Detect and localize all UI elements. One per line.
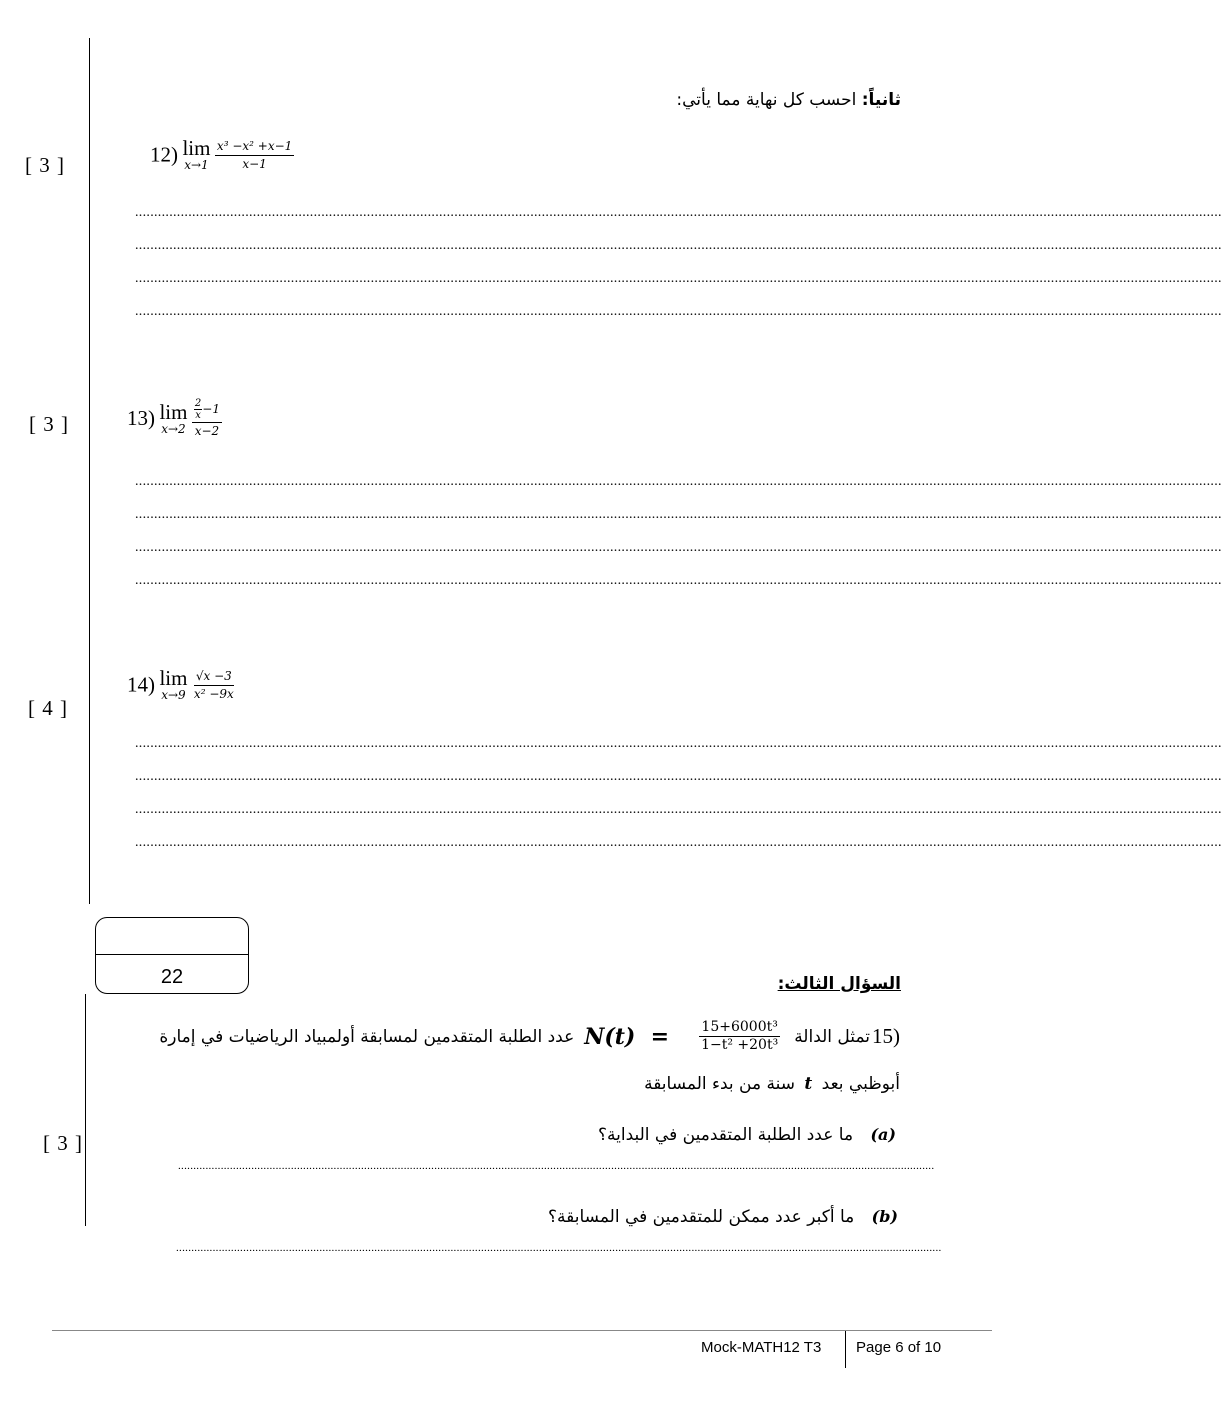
score-box-divider xyxy=(96,954,248,955)
q12-number: 12) xyxy=(150,142,178,167)
answer-line[interactable]: .............................................................................................................................................................................................................................................................................................. xyxy=(135,769,1222,784)
q12-expression xyxy=(150,138,294,172)
q15-frac-den: 1−t² +20t³ xyxy=(701,1037,779,1053)
q14-fraction xyxy=(192,669,236,702)
q15-line2-a: أبوظبي بعد xyxy=(821,1074,900,1094)
answer-line[interactable]: .............................................................................................................................................................................................................................................................................................. xyxy=(135,540,1222,555)
footer-rule xyxy=(52,1330,992,1331)
q15-part-b xyxy=(548,1207,898,1227)
q12-denominator: x−1 xyxy=(242,156,267,171)
q15-function-lhs: N(t) = xyxy=(584,1023,670,1050)
q15-fraction xyxy=(699,1020,780,1053)
answer-line[interactable]: .............................................................................................................................................................................................................................................................................................. xyxy=(135,573,1222,588)
q12-numerator: x³ −x² +x−1 xyxy=(215,139,294,156)
q13-expression xyxy=(127,398,222,439)
q14-expression xyxy=(127,668,236,702)
answer-line[interactable]: .............................................................................................................................................................................................................................................................................................. xyxy=(135,271,1222,286)
q13-fraction xyxy=(192,398,222,439)
q15-intro: تمثل الدالة xyxy=(794,1026,870,1047)
section-two-heading xyxy=(676,90,901,110)
answer-line[interactable]: .............................................................................................................................................................................................................................................................................................. xyxy=(135,304,1222,319)
q15-line2-t: t xyxy=(804,1074,813,1094)
q12-lim-word: lim xyxy=(182,136,211,160)
section-two-instruction: احسب كل نهاية مما يأتي: xyxy=(676,90,862,110)
q14-number: 14) xyxy=(127,672,155,697)
q14-limit xyxy=(159,668,187,702)
q13-denominator: x−2 xyxy=(194,424,220,438)
q15-frac-num: 15+6000t³ xyxy=(701,1019,778,1035)
answer-line[interactable]: .............................................................................................................................................................................................................................................................................................. xyxy=(135,474,1222,489)
answer-line[interactable]: ........................................................................................................................................................................................................................................................... xyxy=(176,1242,942,1254)
q14-lim-sub: x→9 xyxy=(161,688,186,702)
q14-denominator: x² −9x xyxy=(193,686,234,701)
q13-lim-sub: x→2 xyxy=(161,421,186,436)
answer-line[interactable]: .............................................................................................................................................................................................................................................................................................. xyxy=(135,802,1222,817)
section-three-heading: السؤال الثالث: xyxy=(777,974,901,994)
q15-line2-b: سنة من بدء المسابقة xyxy=(644,1074,795,1094)
q15-statement-line1 xyxy=(159,1020,900,1053)
q13-numerator xyxy=(192,398,222,423)
answer-line[interactable]: .............................................................................................................................................................................................................................................................................................. xyxy=(135,835,1222,850)
q13-lim-word: lim xyxy=(159,399,188,424)
q12-limit xyxy=(182,138,210,172)
q12-marks: [ 3 ] xyxy=(25,153,65,177)
answer-line[interactable]: ........................................................................................................................................................................................................................................................ xyxy=(178,1160,935,1172)
q15-function xyxy=(584,1020,780,1053)
q15-statement-line2 xyxy=(644,1074,900,1094)
answer-line[interactable]: .............................................................................................................................................................................................................................................................................................. xyxy=(135,507,1222,522)
q14-marks: [ 4 ] xyxy=(28,696,68,720)
answer-line[interactable]: .............................................................................................................................................................................................................................................................................................. xyxy=(135,238,1222,253)
score-box xyxy=(95,917,249,994)
q12-lim-sub: x→1 xyxy=(184,158,209,172)
section-two-label: ثانياً: xyxy=(861,90,901,110)
q14-numerator: √x −3 xyxy=(194,669,234,686)
footer-separator xyxy=(845,1331,846,1368)
margin-line-lower xyxy=(85,994,86,1226)
q12-fraction xyxy=(215,139,294,172)
q15-marks: [ 3 ] xyxy=(43,1131,83,1155)
q14-lim-word: lim xyxy=(159,666,188,690)
q15-part-a xyxy=(598,1125,896,1145)
q15-number: 15) xyxy=(872,1024,900,1048)
q15-part-b-text: ما أكبر عدد ممكن للمتقدمين في المسابقة؟ xyxy=(548,1207,855,1227)
q15-part-b-label: (b) xyxy=(871,1207,898,1226)
footer-page-number: Page 6 of 10 xyxy=(856,1339,942,1356)
q15-text-after: عدد الطلبة المتقدمين لمسابقة أولمبياد الرياضيات في إمارة xyxy=(159,1026,575,1047)
q15-part-a-label: (a) xyxy=(870,1125,896,1144)
q13-number: 13) xyxy=(127,406,155,430)
q13-inner-rest: −1 xyxy=(202,402,220,416)
score-box-total: 22 xyxy=(160,966,184,988)
answer-line[interactable]: .............................................................................................................................................................................................................................................................................................. xyxy=(135,205,1222,220)
q13-limit xyxy=(159,399,188,436)
answer-line[interactable]: .............................................................................................................................................................................................................................................................................................. xyxy=(135,736,1222,751)
q13-inner-den: x xyxy=(195,410,201,421)
q13-marks: [ 3 ] xyxy=(29,412,69,436)
q15-part-a-text: ما عدد الطلبة المتقدمين في البداية؟ xyxy=(597,1125,854,1145)
margin-line-upper xyxy=(89,38,90,904)
q13-inner-num: 2 xyxy=(194,398,202,409)
footer-exam-code: Mock-MATH12 T3 xyxy=(701,1339,822,1356)
